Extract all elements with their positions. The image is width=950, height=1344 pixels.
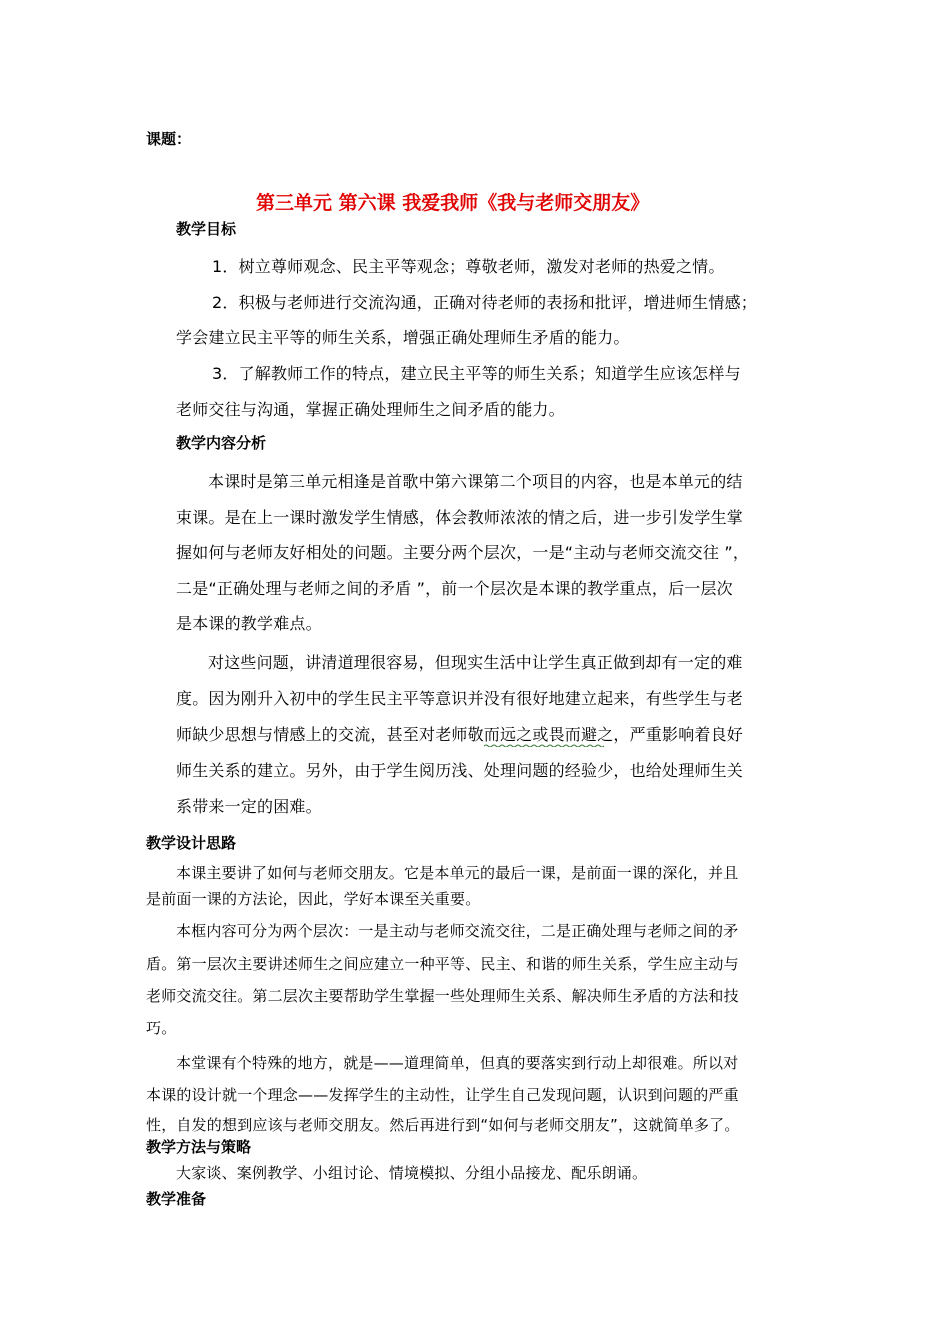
analysis-line: 度。因为刚升入初中的学生民主平等意识并没有很好地建立起来，有些学生与老 [176, 689, 744, 708]
design-line: 是前面一课的方法论，因此，学好本课至关重要。 [146, 890, 481, 908]
design-line: 性，自发的想到应该与老师交朋友。然后再进行到“如何与老师交朋友”，这就简单多了。 [146, 1116, 740, 1134]
design-line: 盾。第一层次主要讲述师生之间应建立一种平等、民主、和谐的师生关系，学生应主动与 [146, 955, 739, 973]
section-heading-methods: 教学方法与策略 [146, 1138, 252, 1156]
section-heading-preparation: 教学准备 [146, 1190, 207, 1208]
analysis-line: 师缺少思想与情感上的交流，甚至对老师敬而远之或畏而避之，严重影响着良好 [176, 725, 744, 744]
analysis-line: 本课时是第三单元相逢是首歌中第六课第二个项目的内容，也是本单元的结 [208, 472, 743, 491]
section-heading-goals: 教学目标 [176, 220, 237, 238]
design-line: 本框内容可分为两个层次：一是主动与老师交流交往，二是正确处理与老师之间的矛 [176, 922, 739, 940]
design-line: 老师交流交往。第二层次主要帮助学生掌握一些处理师生关系、解决师生矛盾的方法和技 [146, 987, 739, 1005]
goal-line: 老师交往与沟通，掌握正确处理师生之间矛盾的能力。 [176, 400, 565, 419]
analysis-line: 师生关系的建立。另外，由于学生阅历浅、处理问题的经验少，也给处理师生关 [176, 761, 744, 780]
section-heading-content-analysis: 教学内容分析 [176, 434, 267, 452]
design-line: 本课的设计就一个理念——发挥学生的主动性，让学生自己发现问题，认识到问题的严重 [146, 1086, 739, 1104]
goal-line: 1．树立尊师观念、民主平等观念；尊敬老师，激发对老师的热爱之情。 [212, 257, 725, 276]
design-line: 巧。 [146, 1019, 177, 1037]
goal-line: 学会建立民主平等的师生关系，增强正确处理师生矛盾的能力。 [176, 328, 630, 347]
page-title: 第三单元 第六课 我爱我师《我与老师交朋友》 [256, 192, 650, 214]
methods-line: 大家谈、案例教学、小组讨论、情境模拟、分组小品接龙、配乐朗诵。 [176, 1164, 648, 1182]
design-line: 本课主要讲了如何与老师交朋友。它是本单元的最后一课，是前面一课的深化，并且 [176, 864, 739, 882]
analysis-line: 对这些问题，讲清道理很容易，但现实生活中让学生真正做到却有一定的难 [208, 653, 743, 672]
analysis-line: 系带来一定的困难。 [176, 797, 322, 816]
analysis-line: 是本课的教学难点。 [176, 614, 322, 633]
goal-line: 2．积极与老师进行交流沟通，正确对待老师的表扬和批评，增进师生情感； [212, 293, 757, 312]
section-heading-design: 教学设计思路 [146, 834, 237, 852]
analysis-line: 束课。是在上一课时激发学生情感，体会教师浓浓的情之后，进一步引发学生掌 [176, 508, 744, 527]
goal-line: 3．了解教师工作的特点，建立民主平等的师生关系；知道学生应该怎样与 [212, 364, 741, 383]
analysis-line: 握如何与老师友好相处的问题。主要分两个层次，一是“主动与老师交流交往 ”， [176, 543, 750, 562]
design-line: 本堂课有个特殊的地方，就是——道理简单，但真的要落实到行动上却很难。所以对 [176, 1054, 739, 1072]
spellcheck-underline [484, 744, 606, 747]
analysis-line: 二是“正确处理与老师之间的矛盾 ”，前一个层次是本课的教学重点，后一层次 [176, 579, 733, 598]
subject-label: 课题： [146, 130, 192, 148]
